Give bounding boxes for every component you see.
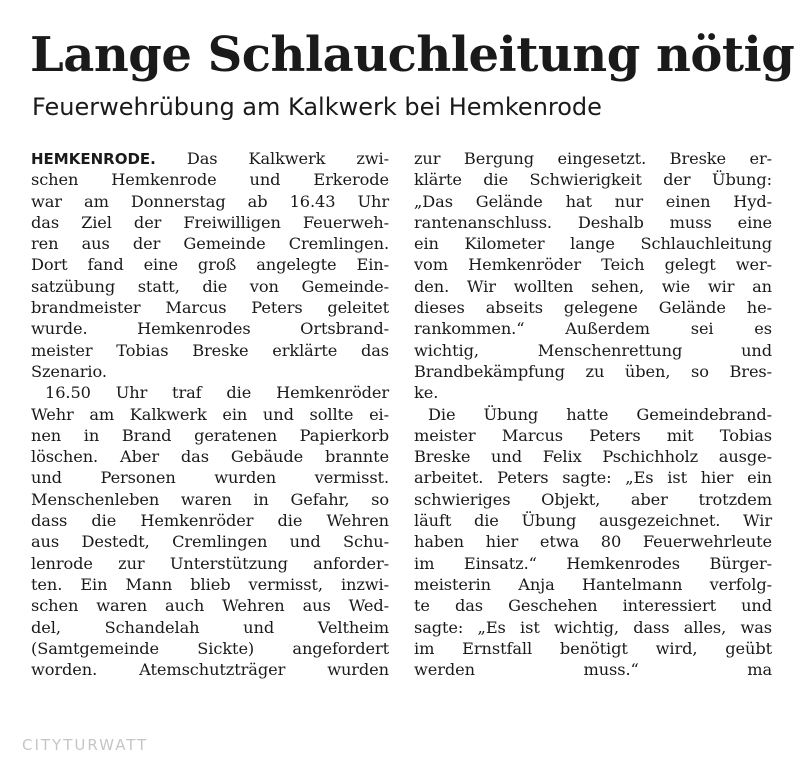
article-text-line: brandmeister Marcus Peters geleitet: [31, 298, 389, 318]
article-text-line: aus Destedt, Cremlingen und Schu-: [31, 532, 389, 552]
article-text-line: schen waren auch Wehren aus Wed-: [31, 596, 389, 616]
article-text-line: schen Hemkenrode und Erkerode: [31, 170, 389, 190]
article-text-line: satzübung statt, die von Gemeinde-: [31, 276, 389, 296]
article-text-line: 16.50 Uhr traf die Hemkenröder: [45, 383, 389, 403]
article-text-line: nen in Brand geratenen Papierkorb: [31, 425, 389, 445]
article-text-line: klärte die Schwierigkeit der Übung:: [414, 170, 772, 190]
article-text-line: [31, 148, 389, 169]
article-text-line: Menschenleben waren in Gefahr, so: [31, 489, 389, 509]
article-text-line: Die Übung hatte Gemeindebrand-: [428, 404, 772, 424]
article-text-line: läuft die Übung ausgezeichnet. Wir: [414, 511, 772, 531]
article-text-line: wurde. Hemkenrodes Ortsbrand-: [31, 319, 389, 339]
article-text-line: den. Wir wollten sehen, wie wir an: [414, 276, 772, 296]
article-text-line: im Ernstfall benötigt wird, geübt: [414, 638, 772, 658]
article-subheadline: Feuerwehrübung am Kalkwerk bei Hemkenrode: [32, 93, 602, 121]
article-text-line: und Personen wurden vermisst.: [31, 468, 389, 488]
article-text-line: sagte: „Es ist wichtig, dass alles, was: [414, 617, 772, 637]
article-text-line: (Samtgemeinde Sickte) angefordert: [31, 638, 389, 658]
article-headline: Lange Schlauchleitung nötig: [30, 27, 795, 83]
article-text-line: rankommen.“ Außerdem sei es: [414, 319, 772, 339]
article-text-fragment: Das Kalkwerk zwi-: [155, 149, 389, 168]
article-text-line: del, Schandelah und Veltheim: [31, 617, 389, 637]
article-text-line: te das Geschehen interessiert und: [414, 596, 772, 616]
article-text-line: war am Donnerstag ab 16.43 Uhr: [31, 191, 389, 211]
article-text-line: meister Tobias Breske erklärte das: [31, 340, 389, 360]
watermark: CITYTURWATT: [22, 736, 149, 754]
article-text-line: Breske und Felix Pschichholz ausge-: [414, 447, 772, 467]
article-column-left: [31, 148, 389, 680]
article-text-line: ein Kilometer lange Schlauchleitung: [414, 234, 772, 254]
article-text-line: ke.: [414, 383, 439, 403]
article-text-line: „Das Gelände hat nur einen Hyd-: [414, 191, 772, 211]
dateline: HEMKENRODE.: [31, 150, 156, 168]
article-text-line: Brandbekämpfung zu üben, so Bres-: [414, 361, 772, 381]
article-text-line: meisterin Anja Hantelmann verfolg-: [414, 574, 772, 594]
article-text-line: werden muss.“ ma: [414, 660, 772, 680]
article-text-line: rantenanschluss. Deshalb muss eine: [414, 212, 772, 232]
article-text-line: löschen. Aber das Gebäude brannte: [31, 447, 389, 467]
article-text-line: ren aus der Gemeinde Cremlingen.: [31, 234, 389, 254]
article-text-line: im Einsatz.“ Hemkenrodes Bürger-: [414, 553, 772, 573]
article-text-line: worden. Atemschutzträger wurden: [31, 660, 389, 680]
article-text-line: Dort fand eine groß angelegte Ein-: [31, 255, 389, 275]
article-text-line: Wehr am Kalkwerk ein und sollte ei-: [31, 404, 389, 424]
article-text-line: dieses abseits gelegene Gelände he-: [414, 298, 772, 318]
article-text-line: Szenario.: [31, 361, 107, 381]
article-column-right: [414, 148, 772, 680]
article-text-line: lenrode zur Unterstützung anforder-: [31, 553, 389, 573]
article-text-line: das Ziel der Freiwilligen Feuerweh-: [31, 212, 389, 232]
article-text-line: meister Marcus Peters mit Tobias: [414, 425, 772, 445]
article-text-line: wichtig, Menschenrettung und: [414, 340, 772, 360]
article-text-line: haben hier etwa 80 Feuerwehrleute: [414, 532, 772, 552]
article-text-line: dass die Hemkenröder die Wehren: [31, 511, 389, 531]
article-text-line: schwieriges Objekt, aber trotzdem: [414, 489, 772, 509]
article-text-line: ten. Ein Mann blieb vermisst, inzwi-: [31, 574, 389, 594]
article-text-line: vom Hemkenröder Teich gelegt wer-: [414, 255, 772, 275]
article-text-line: zur Bergung eingesetzt. Breske er-: [414, 149, 772, 168]
article-text-line: arbeitet. Peters sagte: „Es ist hier ein: [414, 468, 772, 488]
